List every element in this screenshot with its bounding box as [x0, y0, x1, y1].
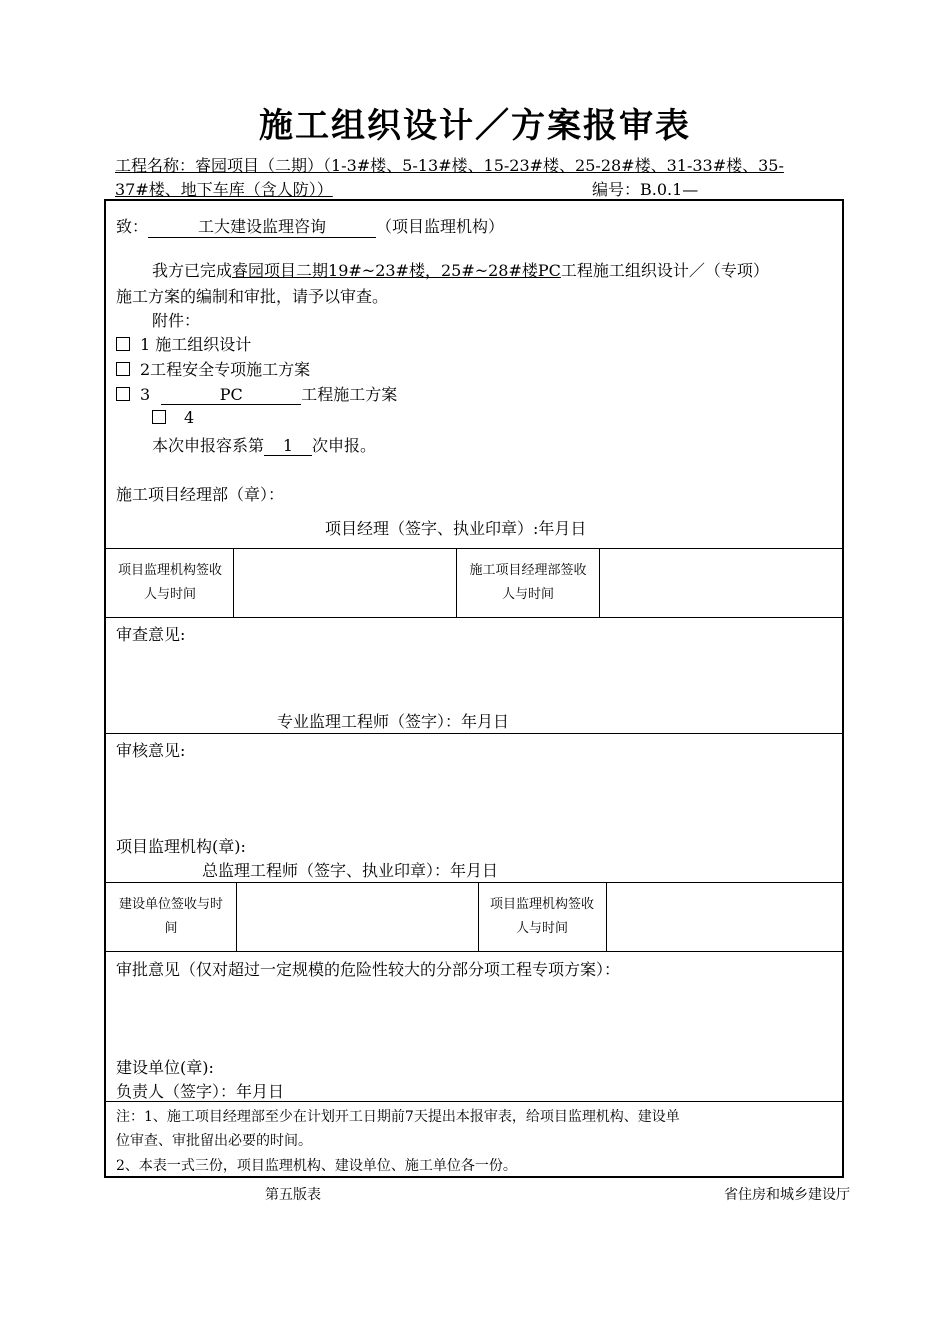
body-project: 睿园项目二期19#~23#楼，25#~28#楼PC: [232, 261, 561, 280]
times-pre: 本次申报容系第: [152, 436, 265, 455]
cell-divider: [599, 548, 600, 617]
body-post: 工程施工组织设计／（专项）: [560, 261, 769, 280]
attachment-blank: PC: [161, 385, 301, 405]
row1-right-label: 施工项目经理部签收人与时间: [469, 563, 587, 602]
times-value: 1: [264, 436, 312, 456]
approve-sign: 负责人（签字）：年月日: [116, 1082, 285, 1101]
manager-sign: 项目经理（签字、执业印章）:年月日: [325, 519, 587, 538]
page-title: 施工组织设计／方案报审表: [259, 106, 691, 146]
row2-left-label: 建设单位签收与时间: [118, 897, 223, 936]
row2-right-label: 项目监理机构签收人与时间: [489, 897, 594, 936]
note-1b: 位审查、审批留出必要的时间。: [116, 1133, 312, 1149]
approve-unit: 建设单位(章):: [116, 1058, 214, 1077]
project-name-line2: 37#楼、地下车库（含人防））: [115, 180, 333, 199]
addressee-line: [116, 214, 504, 238]
body-line1: [152, 258, 769, 281]
divider: [104, 951, 844, 952]
divider: [104, 882, 844, 883]
attachment-item: [152, 408, 194, 427]
review-label: 审查意见:: [116, 625, 186, 644]
row1-left-label: 项目监理机构签收人与时间: [117, 563, 222, 602]
audit-label: 审核意见:: [116, 741, 186, 760]
dept-label: 施工项目经理部（章）：: [116, 485, 285, 504]
attachment-text: 2工程安全专项施工方案: [140, 360, 311, 379]
review-sign: 专业监理工程师（签字）：年月日: [277, 712, 510, 731]
divider: [104, 548, 844, 549]
note-1a: 注：1、施工项目经理部至少在计划开工日期前7天提出本报审表，给项目监理机构、建设单: [116, 1109, 680, 1125]
attachment-num: 4: [184, 408, 195, 427]
checkbox-icon[interactable]: [152, 410, 166, 424]
times-post: 次申报。: [312, 436, 377, 455]
addressee-value: 工大建设监理咨询: [148, 214, 376, 238]
submission-count-line: [152, 433, 376, 456]
footer-issuer: 省住房和城乡建设厅: [724, 1187, 850, 1203]
audit-sign: 总监理工程师（签字、执业印章）：年月日: [202, 861, 499, 880]
project-name-line1: 工程名称：睿园项目（二期）（1-3#楼、5-13#楼、15-23#楼、25-28#楼、31-33#楼、35-: [115, 156, 784, 175]
addressee-prefix: 致：: [116, 217, 149, 236]
divider: [104, 733, 844, 734]
cell-divider: [606, 882, 607, 951]
cell-divider: [236, 882, 237, 951]
attachment-item: [116, 382, 397, 405]
attachment-label: 附件：: [152, 311, 201, 330]
attachment-item: [116, 357, 310, 380]
checkbox-icon[interactable]: [116, 337, 130, 351]
cell-divider: [233, 548, 234, 617]
approve-label: 审批意见（仅对超过一定规模的危险性较大的分部分项工程专项方案）：: [116, 960, 621, 979]
checkbox-icon[interactable]: [116, 362, 130, 376]
body-line2: 施工方案的编制和审批，请予以审查。: [116, 287, 389, 306]
attachment-item: [116, 332, 251, 355]
attachment-suffix: 工程施工方案: [301, 385, 398, 404]
form-code: 编号：B.0.1—: [592, 180, 699, 199]
attachment-text: 1 施工组织设计: [140, 335, 252, 354]
divider: [104, 617, 844, 618]
note-2: 2、本表一式三份，项目监理机构、建设单位、施工单位各一份。: [116, 1158, 517, 1174]
checkbox-icon[interactable]: [116, 387, 130, 401]
addressee-suffix: （项目监理机构）: [376, 217, 505, 236]
cell-divider: [478, 882, 479, 951]
body-pre: 我方已完成: [152, 261, 233, 280]
audit-org: 项目监理机构(章):: [116, 837, 246, 856]
footer-edition: 第五版表: [265, 1187, 321, 1203]
attachment-num: 3: [140, 385, 151, 404]
cell-divider: [456, 548, 457, 617]
